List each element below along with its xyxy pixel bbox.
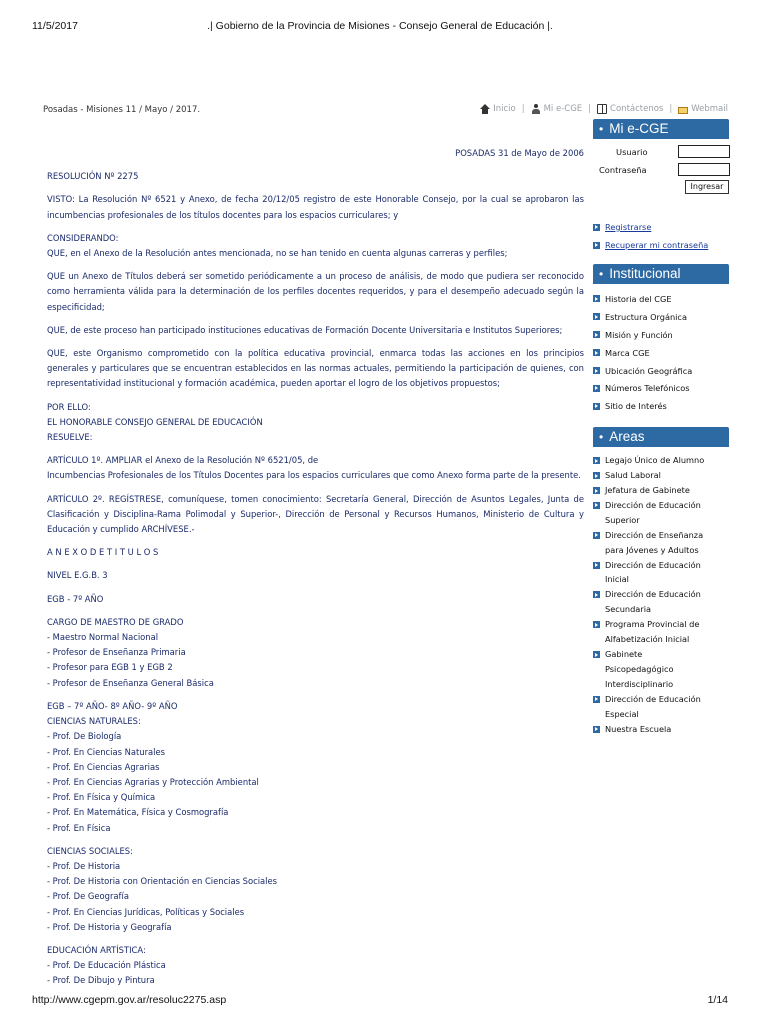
considerando-paragraph: QUE, este Organismo comprometido con la política educativa provincial, enmarca todas las acciones en los principios generales y particulares que se encuentran establecidos en las normas actuales, permitiendo la participación de quienes, con representatividad institucional y formación académica, pueden aportar el logro de los objetivos propuestos; — [47, 348, 584, 389]
articulo-1-cont: Incumbencias Profesionales de los Títulos Docentes para los espacios curriculares que como Anexo forma parte de la presente. — [47, 470, 581, 481]
menu-item-ubicacion[interactable] — [593, 362, 729, 380]
nav-webmail-label: Webmail — [691, 104, 728, 114]
list-item: - Prof. En Matemática, Física y Cosmografía — [47, 807, 229, 818]
list-item: - Prof. De Biología — [47, 731, 122, 742]
list-item: - Prof. En Ciencias Naturales — [47, 746, 166, 757]
arrow-bullet-icon — [593, 532, 600, 539]
area-jefatura[interactable] — [593, 483, 729, 498]
list-item: - Prof. De Historia — [47, 860, 121, 871]
menu-item-estructura[interactable] — [593, 308, 729, 326]
arrow-bullet-icon — [593, 472, 600, 479]
arrow-bullet-icon — [593, 502, 600, 509]
top-bar — [43, 104, 728, 118]
area-label: Salud Laboral — [605, 470, 661, 481]
area-label: Programa Provincial de — [605, 619, 700, 630]
print-footer — [32, 994, 728, 1008]
mail-icon — [678, 107, 688, 114]
nav-contactenos-label: Contáctenos — [610, 104, 664, 114]
menu-item-historia[interactable] — [593, 290, 729, 308]
arrow-bullet-icon — [593, 403, 600, 410]
arrow-bullet-icon — [593, 224, 600, 231]
area-label: Secundaria — [605, 604, 651, 615]
list-item: - Prof. En Ciencias Agrarias — [47, 761, 160, 772]
area-label: Dirección de Educación — [605, 589, 701, 600]
recover-password-label: Recuperar mi contraseña — [605, 240, 709, 250]
cargo-heading: CARGO DE MAESTRO DE GRADO — [47, 616, 184, 627]
menu-item-label: Números Telefónicos — [605, 383, 690, 394]
sidebar — [593, 119, 729, 736]
resolution-content — [47, 146, 584, 989]
area-inicial[interactable] — [593, 558, 729, 588]
list-item: - Prof. De Dibujo y Pintura — [47, 975, 155, 986]
list-item: - Prof. De Historia con Orientación en Ciencias Sociales — [47, 876, 278, 887]
menu-item-label: Misión y Función — [605, 329, 673, 340]
arrow-bullet-icon — [593, 367, 600, 374]
area-label: Interdisciplinario — [605, 678, 674, 689]
menu-item-mision[interactable] — [593, 326, 729, 344]
menu-item-label: Historia del CGE — [605, 293, 672, 304]
arrow-bullet-icon — [593, 621, 600, 628]
egb789-heading: EGB – 7º AÑO- 8º AÑO- 9º AÑO — [47, 700, 178, 711]
list-item: - Prof. De Educación Plástica — [47, 960, 166, 971]
ingresar-button[interactable]: Ingresar — [685, 180, 729, 194]
password-label: Contraseña — [599, 165, 647, 175]
egb7-heading: EGB - 7º AÑO — [47, 593, 104, 604]
list-item: - Profesor de Enseñanza Primaria — [47, 647, 186, 658]
user-icon — [531, 104, 541, 114]
considerando-paragraph: QUE, en el Anexo de la Resolución antes mencionada, no se han tenido en cuenta algunas carreras y perfiles; — [47, 248, 508, 259]
print-url: http://www.cgepm.gov.ar/resoluc2275.asp — [32, 994, 227, 1006]
top-nav — [480, 104, 728, 114]
menu-item-telefonos[interactable] — [593, 379, 729, 397]
nav-inicio[interactable] — [480, 104, 516, 114]
menu-item-label: Marca CGE — [605, 347, 650, 358]
usuario-input[interactable] — [678, 145, 730, 158]
arrow-bullet-icon — [593, 726, 600, 733]
area-label: Dirección de Educación — [605, 693, 701, 704]
arrow-bullet-icon — [593, 591, 600, 598]
institucional-header — [593, 264, 729, 284]
login-panel-title: Mi e-CGE — [609, 121, 669, 136]
area-label: Especial — [605, 708, 639, 719]
artistica-heading: EDUCACIÓN ARTÍSTICA: — [47, 944, 146, 955]
arrow-bullet-icon — [593, 331, 600, 338]
area-superior[interactable] — [593, 498, 729, 528]
area-label: Inicial — [605, 574, 629, 585]
area-label: Dirección de Educación — [605, 499, 701, 510]
nav-separator: | — [521, 104, 525, 114]
areas-menu — [593, 453, 729, 736]
area-secundaria[interactable] — [593, 587, 729, 617]
nav-mi-ecge-label: Mi e-CGE — [543, 104, 583, 114]
area-legajo[interactable] — [593, 453, 729, 468]
institucional-menu — [593, 290, 729, 415]
book-icon — [597, 104, 607, 114]
menu-item-marca[interactable] — [593, 344, 729, 362]
menu-item-label: Estructura Orgánica — [605, 311, 687, 322]
nav-contactenos[interactable] — [597, 104, 663, 114]
articulo-2: ARTÍCULO 2º. REGÍSTRESE, comuníquese, tomen conocimiento: Secretaría General, Dirección de Asuntos Legales, Junta de Clasificación y Disciplina-Rama Polimodal y Superior-, Dirección de Personal y Recursos Humanos, Ministerio de Cultura y Educación y cumplido ARCHÍVESE.- — [47, 493, 584, 535]
nav-separator: | — [669, 104, 673, 114]
arrow-bullet-icon — [593, 487, 600, 494]
place-date: POSADAS 31 de Mayo de 2006 — [455, 148, 584, 158]
area-nuestra-escuela[interactable] — [593, 722, 729, 737]
areas-header — [593, 427, 729, 447]
list-item: - Prof. En Física y Química — [47, 792, 156, 803]
anexo-heading: A N E X O D E T I T U L O S — [47, 547, 159, 558]
resolution-number: RESOLUCIÓN Nº 2275 — [47, 171, 139, 182]
sociales-heading: CIENCIAS SOCIALES: — [47, 845, 133, 856]
arrow-bullet-icon — [593, 651, 600, 658]
arrow-bullet-icon — [593, 562, 600, 569]
considerando-heading: CONSIDERANDO: — [47, 232, 119, 243]
area-jovenes-adultos[interactable] — [593, 528, 729, 558]
arrow-bullet-icon — [593, 385, 600, 392]
bullet-icon: • — [599, 122, 604, 136]
area-label: para Jóvenes y Adultos — [605, 544, 699, 555]
area-label: Nuestra Escuela — [605, 723, 672, 734]
visto-paragraph: VISTO: La Resolución Nº 6521 y Anexo, de fecha 20/12/05 registro de este Honorable Consejo, por la cual se aprobaron las incumbencias profesionales de los títulos docentes para los espacios curriculares; y — [47, 194, 584, 220]
area-salud[interactable] — [593, 468, 729, 483]
list-item: - Prof. En Física — [47, 822, 111, 833]
area-label: Superior — [605, 514, 640, 525]
menu-item-label: Sitio de Interés — [605, 401, 667, 412]
list-item: - Maestro Normal Nacional — [47, 632, 159, 643]
list-item: - Prof. En Ciencias Jurídicas, Políticas y Sociales — [47, 906, 245, 917]
considerando-paragraph: QUE, de este proceso han participado instituciones educativas de Formación Docente Universitaria e Institutos Superiores; — [47, 324, 563, 335]
home-icon — [480, 104, 490, 114]
print-page-number: 1/14 — [707, 994, 728, 1006]
por-ello: POR ELLO: — [47, 401, 91, 412]
list-item: - Profesor de Enseñanza General Básica — [47, 677, 214, 688]
arrow-bullet-icon — [593, 696, 600, 703]
resuelve-line: RESUELVE: — [47, 432, 93, 443]
print-header — [32, 20, 728, 34]
list-item: - Prof. De Historia y Geografía — [47, 921, 172, 932]
arrow-bullet-icon — [593, 349, 600, 356]
arrow-bullet-icon — [593, 242, 600, 249]
location-date: Posadas - Misiones 11 / Mayo / 2017. — [43, 105, 201, 115]
area-especial[interactable] — [593, 692, 729, 722]
print-page-title: .| Gobierno de la Provincia de Misiones - Consejo General de Educación |. — [207, 20, 553, 32]
nav-inicio-label: Inicio — [493, 104, 516, 114]
nivel-heading: NIVEL E.G.B. 3 — [47, 570, 108, 581]
bullet-icon: • — [599, 267, 604, 281]
usuario-label: Usuario — [616, 147, 648, 157]
area-label: Legajo Único de Alumno — [605, 455, 705, 466]
login-panel-header — [593, 119, 729, 139]
list-item: - Prof. En Ciencias Agrarias y Protección Ambiental — [47, 776, 259, 787]
arrow-bullet-icon — [593, 313, 600, 320]
list-item: - Profesor para EGB 1 y EGB 2 — [47, 662, 173, 673]
area-label: Psicopedagógico — [605, 663, 674, 674]
area-label: Dirección de Educación — [605, 559, 701, 570]
account-links — [593, 218, 729, 258]
nav-separator: | — [588, 104, 592, 114]
area-gabinete[interactable] — [593, 647, 729, 692]
area-label: Gabinete — [605, 649, 643, 660]
area-label: Alfabetización Inicial — [605, 634, 690, 645]
area-label: Jefatura de Gabinete — [605, 485, 690, 496]
articulo-1: ARTÍCULO 1º. AMPLIAR el Anexo de la Resolución Nº 6521/05, de — [47, 455, 319, 466]
print-date: 11/5/2017 — [32, 20, 78, 32]
naturales-heading: CIENCIAS NATURALES: — [47, 716, 141, 727]
menu-item-label: Ubicación Geográfica — [605, 365, 693, 376]
considerando-paragraph: QUE un Anexo de Títulos deberá ser sometido periódicamente a un proceso de análisis, de modo que pudiera ser reconocido como herramienta válida para la determinación de los perfiles docentes requeridos, y para el desempeño adecuado según la especificidad; — [47, 271, 584, 312]
arrow-bullet-icon — [593, 457, 600, 464]
areas-title: Areas — [609, 429, 645, 445]
recover-password-link[interactable] — [593, 236, 729, 254]
area-label: Dirección de Enseñanza — [605, 529, 704, 540]
bullet-icon: • — [599, 430, 604, 445]
list-item: - Prof. De Geografía — [47, 891, 129, 902]
register-link-label: Registrarse — [605, 222, 652, 232]
password-input[interactable] — [678, 163, 730, 176]
nav-webmail[interactable] — [678, 104, 728, 114]
arrow-bullet-icon — [593, 295, 600, 302]
area-alfabetizacion[interactable] — [593, 617, 729, 647]
consejo-line: EL HONORABLE CONSEJO GENERAL DE EDUCACIÓN — [47, 416, 263, 427]
menu-item-sitio[interactable] — [593, 397, 729, 415]
login-form — [593, 139, 729, 206]
institucional-title: Institucional — [609, 266, 681, 281]
nav-mi-ecge[interactable] — [531, 104, 583, 114]
register-link[interactable] — [593, 218, 729, 236]
